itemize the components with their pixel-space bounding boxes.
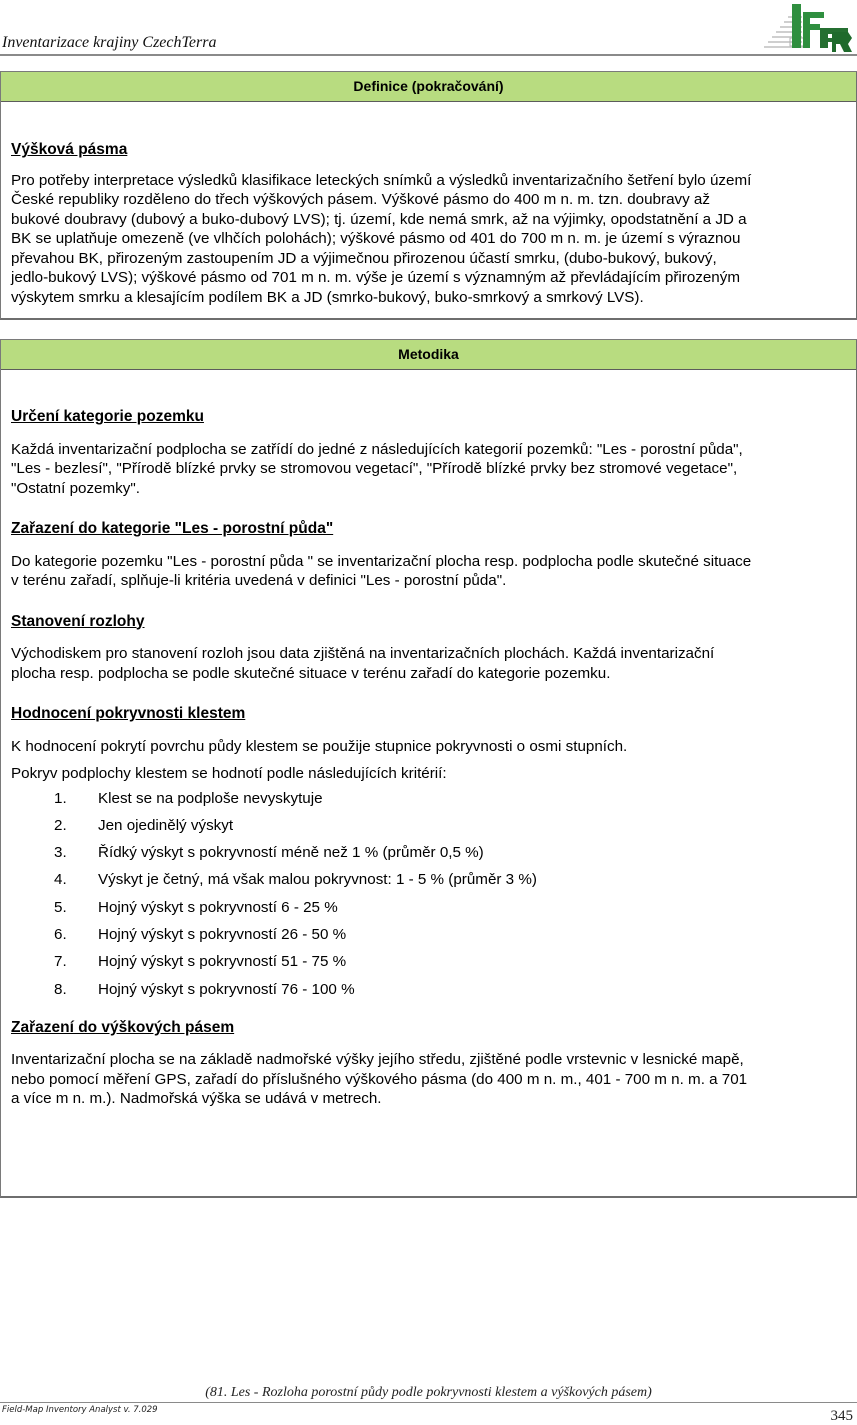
footer-divider [0,1402,857,1403]
page-number: 345 [830,1408,853,1424]
zarazeni-pasem-paragraph: Inventarizační plocha se na základě nadmořské výšky jejího středu, zjištěné podle vrstevnic v lesnické mapě, nebo pomocí měření GPS, zařadí do příslušného výškového pásma (do 400 m n. m., 401 - 700 m n. m. a 701 a více m n. m.). Nadmořská výška se udává v metrech. [11,1051,748,1108]
list-item: 6. Hojný výskyt s pokryvností 26 - 50 % [54,925,347,943]
list-item: 7. Hojný výskyt s pokryvností 51 - 75 % [54,953,347,971]
report-caption: (81. Les - Rozloha porostní půdy podle pokryvnosti klestem a výškových pásem) [205,1385,652,1400]
document-title: Inventarizace krajiny CzechTerra [2,34,217,51]
list-item: 3. Řídký výskyt s pokryvností méně než 1 % (průměr 0,5 %) [54,844,484,862]
section-title-zarazeni-les: Zařazení do kategorie "Les - porostní půda" [11,520,334,537]
list-item: 5. Hojný výskyt s pokryvností 6 - 25 % [54,898,338,916]
section-title-urceni-kategorie: Určení kategorie pozemku [11,408,204,425]
list-item: 8. Hojný výskyt s pokryvností 76 - 100 % [54,980,355,998]
list-item: 2. Jen ojedinělý výskyt [54,816,234,834]
software-version: Field-Map Inventory Analyst v. 7.029 [2,1405,158,1415]
section-title-hodnoceni-pokryvnosti: Hodnocení pokryvnosti klestem [11,705,246,722]
hodnoceni-intro: K hodnocení pokrytí povrchu půdy klestem se použije stupnice pokryvnosti o osmi stupních. [11,737,628,755]
metodika-heading: Metodika [1,340,856,370]
pokryvnost-criteria-list [11,789,846,1007]
section-title-stanoveni-rozlohy: Stanovení rozlohy [11,612,145,630]
section-title-zarazeni-pasem: Zařazení do výškových pásem [11,1018,235,1036]
stanoveni-rozlohy-paragraph: Východiskem pro stanovení rozloh jsou data zjištěná na inventarizačních plochách. Každá inventarizační plocha resp. podplocha se podle skutečné situace v terénu zařadí do kategorie pozemku. [11,645,715,682]
zarazeni-les-paragraph: Do kategorie pozemku "Les - porostní půda " se inventarizační plocha resp. podplocha podle skutečné situace v terénu zařadí, splňuje-li kritéria uvedená v definici "Les - porostní půda". [11,552,752,589]
definice-heading: Definice (pokračování) [1,72,856,102]
definice-paragraph: Pro potřeby interpretace výsledků klasifikace leteckých snímků a výsledků inventarizačního šetření bylo území České republiky rozděleno do třech výškových pásem. Výškové pásmo do 400 m n. m. tzn. doubravy až bukové doubravy (dubový a buko-dubový LVS); tj. území, kde nemá smrk, až na výjimky, opodstatnění a JD a BK se uplatňuje omezeně (ve vlhčích polohách); výškové pásmo od 401 do 700 m n. m. je území s výraznou převahou BK, přirozeným zastoupením JD a výjimečnou přirozenou účastí smrku, (dubo-bukový, bukový, jedlo-bukový LVS); výškové pásmo od 701 m n. m. výše je území s významným až převládajícím přirozeným výskytem smrku a klesajícím podílem BK a JD (smrko-bukový, buko-smrkový a smrkový LVS). [11,171,752,306]
ifer-logo-icon [762,2,854,52]
list-item: 1. Klest se na podploše nevyskytuje [54,789,323,807]
definice-box [0,71,857,320]
criteria-intro: Pokryv podplochy klestem se hodnotí podle následujících kritérií: [11,765,447,782]
header-divider [0,54,857,56]
section-title-vyskova-pasma: Výšková pásma [11,141,128,158]
list-item: 4. Výskyt je četný, má však malou pokryvnost: 1 - 5 % (průměr 3 %) [54,871,537,889]
urceni-kategorie-paragraph: Každá inventarizační podplocha se zatřídí do jedné z následujících kategorií pozemků: "Les - porostní půda", "Les - bezlesí", "Přírodě blízké prvky se stromovou vegetací", "Přírodě blízké prvky bez stromové vegetace", "Ostatní pozemky". [11,440,743,497]
metodika-box [0,339,857,1198]
